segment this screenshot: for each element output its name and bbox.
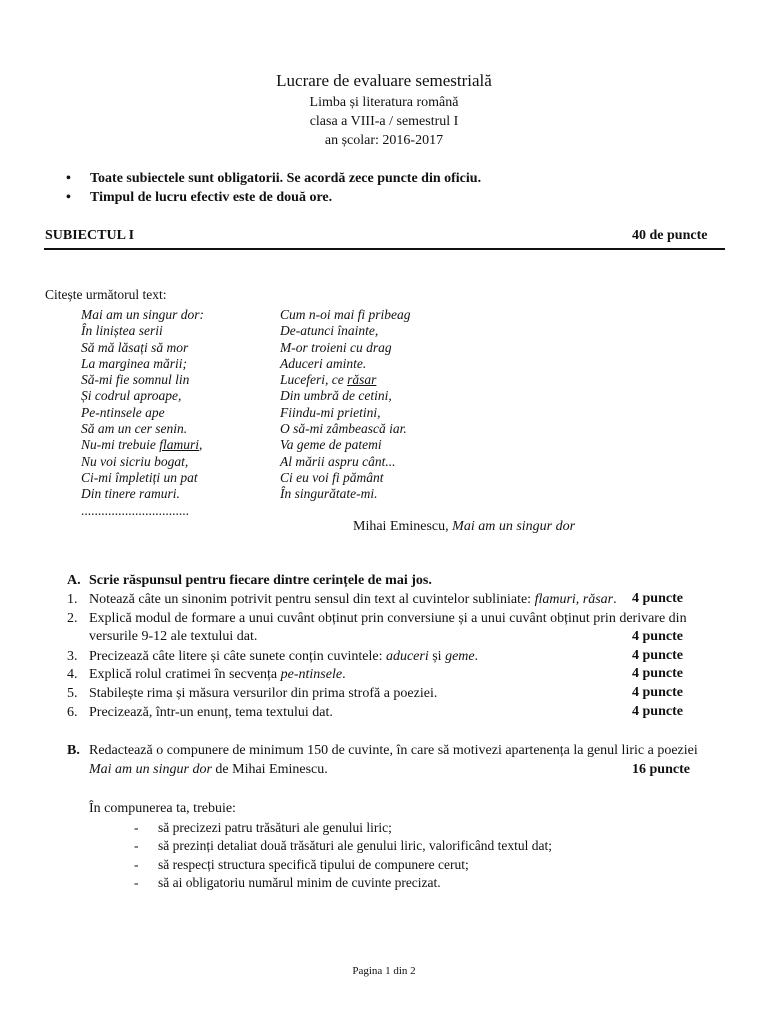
poem-line: La marginea mării; <box>81 355 188 371</box>
question-points: 4 puncte <box>632 591 683 606</box>
poem-ellipsis: ................................ <box>81 502 189 518</box>
divider <box>44 248 725 250</box>
poem-line: De-atunci înainte, <box>280 323 379 339</box>
bullet-icon: • <box>66 171 71 186</box>
school-year: an școlar: 2016-2017 <box>324 133 444 148</box>
dash-icon: - <box>134 838 139 853</box>
requirement-item: - să ai obligatoriu numărul minim de cuvinte precizat. <box>134 875 441 890</box>
poem-line: Să-mi fie somnul lin <box>81 372 190 388</box>
poem-line: În liniștea serii <box>81 323 163 339</box>
poem-line: Să am un cer senin. <box>81 421 188 437</box>
question-item: 2. Explică modul de formare a unui cuvânt obținut prin conversiune și a unui cuvânt obținut prin derivare din <box>67 611 687 626</box>
poem-line: Din umbră de cetini, <box>280 388 392 404</box>
poem-line: Mai am un singur dor: <box>81 307 205 322</box>
subject-name: Limba și literatura română <box>309 95 459 110</box>
poem-line: Cum n-oi mai fi pribeag <box>280 307 411 322</box>
question-points: 4 puncte <box>632 648 683 663</box>
section-b-continuation: Mai am un singur dor de Mihai Eminescu. <box>89 762 328 777</box>
underlined-word: răsar <box>347 372 377 388</box>
dash-icon: - <box>134 875 139 890</box>
requirement-item: - să precizezi patru trăsături ale genului liric; <box>134 820 392 835</box>
subject-title: SUBIECTUL I <box>45 228 135 243</box>
poem-column-right <box>280 307 411 503</box>
section-a-heading: A. Scrie răspunsul pentru fiecare dintre cerințele de mai jos. <box>67 573 432 588</box>
question-continuation: versurile 9-12 ale textului dat. <box>89 629 258 644</box>
dash-icon: - <box>134 820 139 835</box>
question-item: 1. Notează câte un sinonim potrivit pentru sensul din text al cuvintelor subliniate: flamuri, răsar. <box>67 592 617 607</box>
poem-line: O să-mi zâmbească iar. <box>280 421 407 437</box>
poem-line: M-or troieni cu drag <box>280 339 392 355</box>
dash-icon: - <box>134 857 139 872</box>
bullet-icon: • <box>66 190 71 205</box>
instruction-item: • Timpul de lucru efectiv este de două ore. <box>66 190 333 205</box>
poem-line: Ci eu voi fi pământ <box>280 469 384 485</box>
question-item: 6. Precizează, într-un enunț, tema textului dat. <box>67 705 333 720</box>
question-item: 5. Stabilește rima și măsura versurilor din prima strofă a poeziei. <box>67 686 438 701</box>
poem-line: Fiindu-mi prietini, <box>280 404 381 420</box>
page-number: Pagina 1 din 2 <box>352 965 416 977</box>
poem-line: În singurătate-mi. <box>280 486 378 502</box>
poem-line: Al mării aspru cânt... <box>280 453 396 469</box>
class-info: clasa a VIII-a / semestrul I <box>309 114 459 129</box>
requirements-intro: În compunerea ta, trebuie: <box>89 801 236 816</box>
underlined-word: flamuri <box>159 437 200 453</box>
poem-line: Pe-ntinsele ape <box>81 404 165 420</box>
section-b-points: 16 puncte <box>632 762 690 777</box>
subject-points: 40 de puncte <box>632 228 708 243</box>
question-points: 4 puncte <box>632 685 683 700</box>
poem-line: Va geme de patemi <box>280 437 382 453</box>
poem-line: Din tinere ramuri. <box>81 486 180 502</box>
instruction-item: • Toate subiectele sunt obligatorii. Se acordă zece puncte din oficiu. <box>66 171 482 186</box>
question-item: 4. Explică rolul cratimei în secvența pe-ntinsele. <box>67 667 346 682</box>
poem-line: Nu voi sicriu bogat, <box>81 453 189 469</box>
requirement-item: - să respecți structura specifică tipului de compunere cerut; <box>134 857 469 872</box>
requirement-item: - să prezinți detaliat două trăsături ale genului liric, valorificând textul dat; <box>134 838 552 853</box>
poem-line: Aduceri aminte. <box>280 355 367 371</box>
poem-line: Și codrul aproape, <box>81 388 182 404</box>
poem-line: Ci-mi împletiți un pat <box>81 469 198 485</box>
question-points: 4 puncte <box>632 629 683 644</box>
poem-line: Să mă lăsați să mor <box>81 339 189 355</box>
poem-column-left <box>81 307 204 519</box>
read-prompt: Citește următorul text: <box>45 287 167 302</box>
question-item: 3. Precizează câte litere și câte sunete conțin cuvintele: aduceri și geme. <box>67 649 479 664</box>
question-points: 4 puncte <box>632 666 683 681</box>
poem-attribution: Mihai Eminescu, Mai am un singur dor <box>353 519 576 534</box>
question-points: 4 puncte <box>632 704 683 719</box>
page-title: Lucrare de evaluare semestrială <box>276 71 492 90</box>
section-b-text: B. Redactează o compunere de minimum 150 de cuvinte, în care să motivezi apartenența la genul liric a poeziei <box>67 743 698 758</box>
poem-line: Nu-mi trebuie flamuri, <box>81 437 203 453</box>
poem-line: Luceferi, ce răsar <box>280 372 377 388</box>
